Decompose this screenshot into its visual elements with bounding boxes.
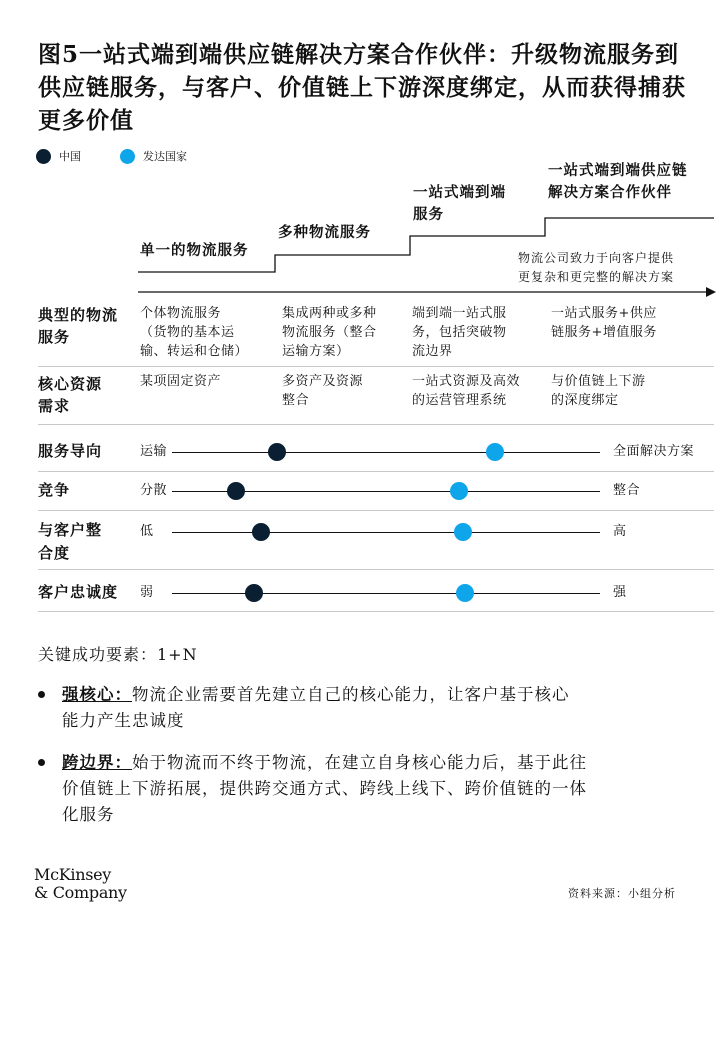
divider bbox=[38, 510, 714, 511]
developed-marker-service bbox=[486, 443, 504, 461]
figure-title: 图5一站式端到端供应链解决方案合作伙伴：升级物流服务到供应链服务，与客户、价值链上下游深度绑定，从而获得捕获更多价值 bbox=[38, 41, 686, 134]
typical-cell-1: 个体物流服务 （货物的基本运 输、转运和仓储） bbox=[140, 306, 249, 359]
row-head-typical-line2: 服务 bbox=[38, 328, 71, 346]
legend-label-china: 中国 bbox=[59, 150, 81, 163]
developed-marker-integration bbox=[454, 523, 472, 541]
bullet-cross-boundary bbox=[38, 750, 708, 828]
china-marker-loyalty bbox=[245, 584, 263, 602]
step-label-one-stop-line1: 一站式端到端 bbox=[413, 184, 506, 201]
bullet-cross-boundary-text-line3: 化服务 bbox=[62, 805, 115, 824]
scale-head-integration-line1: 与客户整 bbox=[38, 521, 103, 539]
step-label-multiple: 多种物流服务 bbox=[278, 224, 371, 241]
scale-left-service: 运输 bbox=[140, 444, 168, 459]
bullet-strong-core-title: 强核心： bbox=[62, 685, 132, 704]
scale-right-service: 全面解决方案 bbox=[613, 444, 695, 459]
china-marker-integration bbox=[252, 523, 270, 541]
bullet-cross-boundary-text-line2: 价值链上下游拓展，提供跨交通方式、跨线上线下、跨价值链的一体 bbox=[62, 779, 587, 798]
scale-head-integration-line2: 合度 bbox=[38, 544, 71, 562]
bullet-cross-boundary-text-line1: 始于物流而不终于物流，在建立自身核心能力后，基于此往 bbox=[132, 753, 587, 772]
mckinsey-logo: McKinsey & Company bbox=[34, 865, 127, 902]
bullet-strong-core-text-line1: 物流企业需要首先建立自己的核心能力，让客户基于核心 bbox=[132, 685, 570, 704]
typical-cell-2: 集成两种或多种 物流服务（整合 运输方案） bbox=[282, 306, 377, 359]
scale-right-integration: 高 bbox=[613, 524, 627, 539]
step-label-partner-line1: 一站式端到端供应链 bbox=[548, 162, 688, 179]
typical-cell-3: 端到端一站式服 务，包括突破物 流边界 bbox=[412, 306, 507, 359]
divider bbox=[38, 569, 714, 570]
legend-label-developed: 发达国家 bbox=[143, 150, 187, 163]
scale-head-service: 服务导向 bbox=[38, 442, 103, 460]
resource-cell-1: 某项固定资产 bbox=[140, 374, 222, 389]
bullet-strong-core-text-line2: 能力产生忠诚度 bbox=[62, 711, 185, 730]
bullet-dot bbox=[38, 759, 45, 766]
scale-right-competition: 整合 bbox=[613, 483, 641, 498]
bullet-strong-core bbox=[38, 682, 708, 734]
scale-head-loyalty: 客户忠诚度 bbox=[38, 583, 119, 601]
divider bbox=[38, 611, 714, 612]
step-label-single: 单一的物流服务 bbox=[140, 242, 249, 259]
staircase-note-line1: 物流公司致力于向客户提供 bbox=[518, 251, 675, 265]
scale-line-loyalty bbox=[172, 593, 600, 594]
source-note: 资料来源：小组分析 bbox=[568, 887, 676, 900]
divider bbox=[38, 424, 714, 425]
scale-left-competition: 分散 bbox=[140, 483, 168, 498]
divider bbox=[38, 366, 714, 367]
step-label-one-stop-line2: 服务 bbox=[413, 206, 444, 223]
scale-line-service bbox=[172, 452, 600, 453]
row-head-typical-line1: 典型的物流 bbox=[38, 306, 119, 324]
step-label-partner-line2: 解决方案合作伙伴 bbox=[548, 184, 672, 201]
progress-arrow-head bbox=[706, 287, 716, 297]
china-marker-service bbox=[268, 443, 286, 461]
scale-left-loyalty: 弱 bbox=[140, 585, 154, 600]
scale-right-loyalty: 强 bbox=[613, 585, 627, 600]
bullet-dot bbox=[38, 691, 45, 698]
row-head-resource-line2: 需求 bbox=[38, 397, 71, 415]
resource-cell-4: 与价值链上下游 的深度绑定 bbox=[551, 374, 646, 408]
scale-left-integration: 低 bbox=[140, 524, 154, 539]
divider bbox=[38, 471, 714, 472]
developed-marker-loyalty bbox=[456, 584, 474, 602]
staircase-note-line2: 更复杂和更完整的解决方案 bbox=[518, 270, 675, 284]
developed-marker-competition bbox=[450, 482, 468, 500]
scale-head-competition: 竞争 bbox=[38, 481, 71, 499]
resource-cell-3: 一站式资源及高效 的运营管理系统 bbox=[412, 374, 521, 408]
scale-line-integration bbox=[172, 532, 600, 533]
bullet-cross-boundary-title: 跨边界： bbox=[62, 753, 132, 772]
typical-cell-4: 一站式服务+供应 链服务+增值服务 bbox=[551, 306, 657, 340]
key-success-heading: 关键成功要素：1+N bbox=[38, 645, 198, 664]
resource-cell-2: 多资产及资源 整合 bbox=[282, 374, 364, 408]
row-head-resource-line1: 核心资源 bbox=[38, 375, 103, 393]
china-marker-competition bbox=[227, 482, 245, 500]
